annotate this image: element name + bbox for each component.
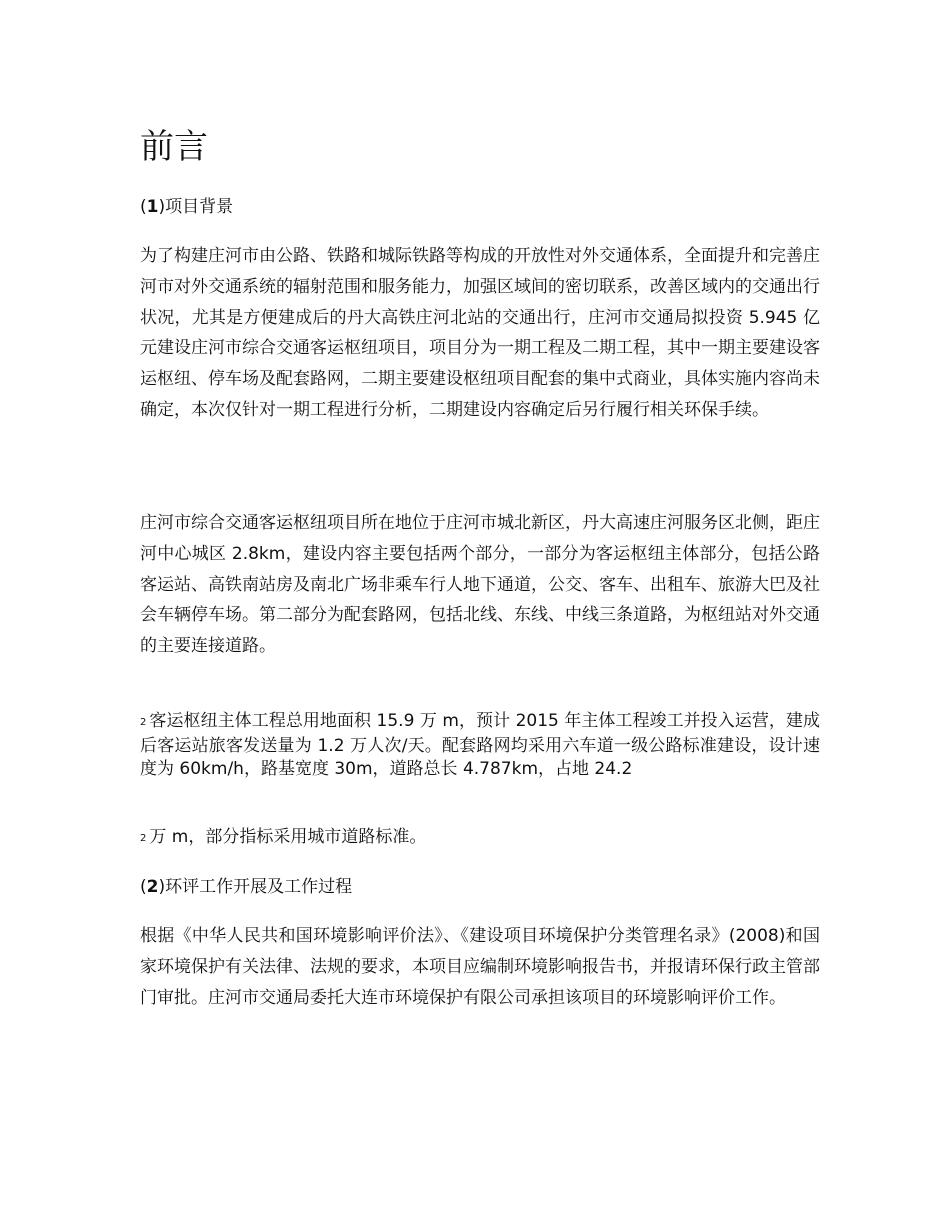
background-paragraph-2: 庄河市综合交通客运枢纽项目所在地位于庄河市城北新区，丹大高速庄河服务区北侧，距庄河中心城区 2.8km，建设内容主要包括两个部分，一部分为客运枢纽主体部分，包括公路客运站、高铁南站房及南北广场非乘车行人地下通道，公交、客车、出租车、旅游大巴及社会车辆停车场。第二部分为配套路网，包括北线、东线、中线三条道路，为枢纽站对外交通的主要连接道路。 — [140, 513, 820, 657]
section-heading-background: (1)项目背景 — [140, 197, 234, 217]
background-paragraph-1: 为了构建庄河市由公路、铁路和城际铁路等构成的开放性对外交通体系，全面提升和完善庄河市对外交通系统的辐射范围和服务能力，加强区域间的密切联系，改善区域内的交通出行状况，尤其是方便建成后的丹大高铁庄河北站的交通出行，庄河市交通局拟投资 5.945 亿元建设庄河市综合交通客运枢纽项目，项目分为一期工程及二期工程，其中一期主要建设客运枢纽、停车场及配套路网，二期主要建设枢纽项目配套的集中式商业，具体实施内容尚未确定，本次仅针对一期工程进行分析，二期建设内容确定后另行履行相关环保手续。 — [140, 246, 820, 420]
area-note-continuation-text: 万 m，部分指标采用城市道路标准。 — [149, 827, 427, 847]
area-note-paragraph — [140, 710, 820, 782]
section-number: 2 — [146, 877, 159, 897]
section-number: 1 — [146, 197, 159, 217]
area-unit-superscript: 2 — [140, 717, 147, 728]
section-heading-text: 环评工作开展及工作过程 — [165, 877, 353, 897]
page-title: 前言 — [140, 127, 208, 167]
area-note-continuation — [140, 826, 820, 851]
section-heading-text: 项目背景 — [165, 197, 234, 217]
eia-process-paragraph: 根据《中华人民共和国环境影响评价法》、《建设项目环境保护分类管理名录》(2008)和国家环境保护有关法律、法规的要求，本项目应编制环境影响报告书，并报请环保行政主管部门审批。庄河市交通局委托大连市环境保护有限公司承担该项目的环境影响评价工作。 — [140, 926, 820, 1008]
section-heading-eia-process: (2)环评工作开展及工作过程 — [140, 877, 353, 897]
area-unit-superscript: 2 — [140, 833, 147, 844]
area-note-text: 客运枢纽主体工程总用地面积 15.9 万 m，预计 2015 年主体工程竣工并投入运营，建成后客运站旅客发送量为 1.2 万人次/天。配套路网均采用六车道一级公路标准建设，设计速度为 60km/h，路基宽度 30m，道路总长 4.787km，占地 24.2 — [140, 711, 820, 779]
